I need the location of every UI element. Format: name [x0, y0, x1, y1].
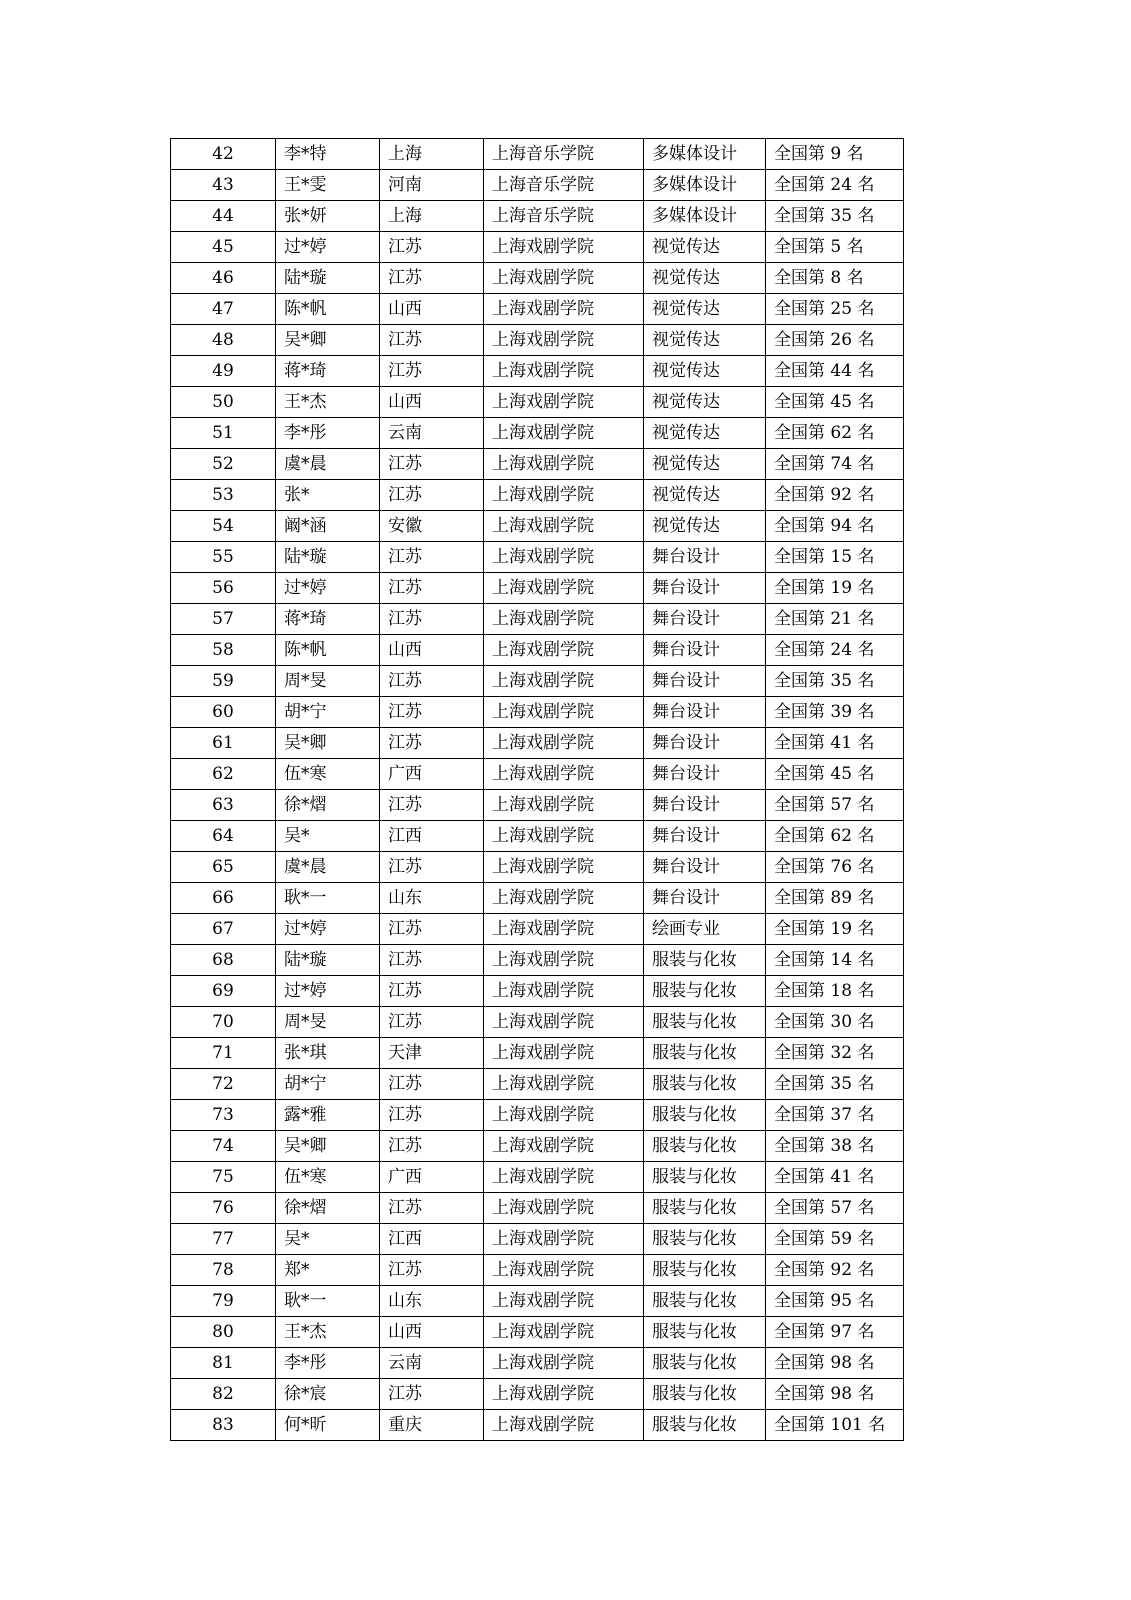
major-cell: 视觉传达 [644, 387, 766, 418]
school-name-cell: 上海戏剧学院 [484, 356, 644, 387]
school-name-cell: 上海戏剧学院 [484, 1379, 644, 1410]
table-row [171, 1069, 904, 1100]
province-cell: 江苏 [380, 1131, 484, 1162]
table-row [171, 604, 904, 635]
table-row [171, 511, 904, 542]
school-name-cell: 上海戏剧学院 [484, 449, 644, 480]
province-cell: 山东 [380, 1286, 484, 1317]
row-number-cell: 69 [171, 976, 276, 1007]
major-cell: 多媒体设计 [644, 139, 766, 170]
table-row [171, 1286, 904, 1317]
school-name-cell: 上海戏剧学院 [484, 1131, 644, 1162]
table-row [171, 976, 904, 1007]
province-cell: 江苏 [380, 852, 484, 883]
student-name-cell: 虞*晨 [276, 449, 380, 480]
row-number-cell: 64 [171, 821, 276, 852]
major-cell: 服装与化妆 [644, 976, 766, 1007]
table-row [171, 666, 904, 697]
school-name-cell: 上海音乐学院 [484, 201, 644, 232]
school-name-cell: 上海音乐学院 [484, 170, 644, 201]
student-name-cell: 徐*熠 [276, 790, 380, 821]
table-row [171, 1410, 904, 1441]
student-name-cell: 吴*卿 [276, 1131, 380, 1162]
school-name-cell: 上海戏剧学院 [484, 821, 644, 852]
school-name-cell: 上海戏剧学院 [484, 1007, 644, 1038]
province-cell: 江苏 [380, 914, 484, 945]
national-rank-cell: 全国第 62 名 [766, 418, 904, 449]
row-number-cell: 63 [171, 790, 276, 821]
school-name-cell: 上海戏剧学院 [484, 1286, 644, 1317]
table-row [171, 480, 904, 511]
province-cell: 江苏 [380, 542, 484, 573]
province-cell: 山西 [380, 635, 484, 666]
province-cell: 广西 [380, 1162, 484, 1193]
row-number-cell: 55 [171, 542, 276, 573]
national-rank-cell: 全国第 32 名 [766, 1038, 904, 1069]
table-row [171, 1193, 904, 1224]
row-number-cell: 80 [171, 1317, 276, 1348]
student-name-cell: 李*彤 [276, 418, 380, 449]
student-name-cell: 耿*一 [276, 1286, 380, 1317]
province-cell: 江苏 [380, 945, 484, 976]
table-row [171, 449, 904, 480]
major-cell: 服装与化妆 [644, 945, 766, 976]
table-row [171, 418, 904, 449]
table-row [171, 1348, 904, 1379]
student-name-cell: 蒋*琦 [276, 356, 380, 387]
row-number-cell: 57 [171, 604, 276, 635]
major-cell: 视觉传达 [644, 325, 766, 356]
row-number-cell: 67 [171, 914, 276, 945]
province-cell: 山东 [380, 883, 484, 914]
table-row [171, 728, 904, 759]
province-cell: 江西 [380, 821, 484, 852]
major-cell: 舞台设计 [644, 542, 766, 573]
national-rank-cell: 全国第 101 名 [766, 1410, 904, 1441]
school-name-cell: 上海戏剧学院 [484, 635, 644, 666]
national-rank-cell: 全国第 92 名 [766, 1255, 904, 1286]
school-name-cell: 上海戏剧学院 [484, 232, 644, 263]
student-name-cell: 徐*宸 [276, 1379, 380, 1410]
major-cell: 绘画专业 [644, 914, 766, 945]
province-cell: 江苏 [380, 666, 484, 697]
national-rank-cell: 全国第 19 名 [766, 573, 904, 604]
row-number-cell: 68 [171, 945, 276, 976]
major-cell: 视觉传达 [644, 356, 766, 387]
national-rank-cell: 全国第 44 名 [766, 356, 904, 387]
major-cell: 服装与化妆 [644, 1069, 766, 1100]
national-rank-cell: 全国第 92 名 [766, 480, 904, 511]
row-number-cell: 49 [171, 356, 276, 387]
school-name-cell: 上海戏剧学院 [484, 573, 644, 604]
student-name-cell: 胡*宁 [276, 1069, 380, 1100]
student-name-cell: 伍*寒 [276, 759, 380, 790]
row-number-cell: 43 [171, 170, 276, 201]
national-rank-cell: 全国第 57 名 [766, 1193, 904, 1224]
table-row [171, 325, 904, 356]
results-table [170, 138, 904, 1441]
major-cell: 服装与化妆 [644, 1131, 766, 1162]
national-rank-cell: 全国第 9 名 [766, 139, 904, 170]
row-number-cell: 58 [171, 635, 276, 666]
major-cell: 视觉传达 [644, 511, 766, 542]
student-name-cell: 王*杰 [276, 1317, 380, 1348]
student-name-cell: 周*旻 [276, 1007, 380, 1038]
table-row [171, 170, 904, 201]
province-cell: 天津 [380, 1038, 484, 1069]
school-name-cell: 上海戏剧学院 [484, 728, 644, 759]
province-cell: 江苏 [380, 790, 484, 821]
student-name-cell: 吴*卿 [276, 728, 380, 759]
school-name-cell: 上海戏剧学院 [484, 1224, 644, 1255]
student-name-cell: 张*妍 [276, 201, 380, 232]
student-name-cell: 王*雯 [276, 170, 380, 201]
row-number-cell: 78 [171, 1255, 276, 1286]
province-cell: 云南 [380, 1348, 484, 1379]
table-row [171, 232, 904, 263]
row-number-cell: 74 [171, 1131, 276, 1162]
province-cell: 江苏 [380, 325, 484, 356]
national-rank-cell: 全国第 8 名 [766, 263, 904, 294]
province-cell: 江苏 [380, 697, 484, 728]
student-name-cell: 陆*璇 [276, 542, 380, 573]
province-cell: 江苏 [380, 976, 484, 1007]
national-rank-cell: 全国第 37 名 [766, 1100, 904, 1131]
student-name-cell: 虞*晨 [276, 852, 380, 883]
table-row [171, 1100, 904, 1131]
national-rank-cell: 全国第 14 名 [766, 945, 904, 976]
student-name-cell: 伍*寒 [276, 1162, 380, 1193]
table-row [171, 356, 904, 387]
province-cell: 江苏 [380, 1069, 484, 1100]
school-name-cell: 上海戏剧学院 [484, 604, 644, 635]
major-cell: 视觉传达 [644, 263, 766, 294]
province-cell: 江苏 [380, 1379, 484, 1410]
national-rank-cell: 全国第 62 名 [766, 821, 904, 852]
table-row [171, 1038, 904, 1069]
national-rank-cell: 全国第 76 名 [766, 852, 904, 883]
table-row [171, 697, 904, 728]
row-number-cell: 75 [171, 1162, 276, 1193]
table-row [171, 759, 904, 790]
row-number-cell: 52 [171, 449, 276, 480]
school-name-cell: 上海戏剧学院 [484, 1255, 644, 1286]
table-row [171, 263, 904, 294]
school-name-cell: 上海戏剧学院 [484, 294, 644, 325]
table-row [171, 1379, 904, 1410]
row-number-cell: 62 [171, 759, 276, 790]
student-name-cell: 陈*帆 [276, 294, 380, 325]
major-cell: 舞台设计 [644, 852, 766, 883]
row-number-cell: 50 [171, 387, 276, 418]
row-number-cell: 59 [171, 666, 276, 697]
major-cell: 服装与化妆 [644, 1162, 766, 1193]
school-name-cell: 上海戏剧学院 [484, 1162, 644, 1193]
national-rank-cell: 全国第 35 名 [766, 666, 904, 697]
school-name-cell: 上海戏剧学院 [484, 387, 644, 418]
major-cell: 多媒体设计 [644, 170, 766, 201]
table-row [171, 387, 904, 418]
student-name-cell: 张*琪 [276, 1038, 380, 1069]
national-rank-cell: 全国第 45 名 [766, 759, 904, 790]
national-rank-cell: 全国第 57 名 [766, 790, 904, 821]
student-name-cell: 蒋*琦 [276, 604, 380, 635]
table-row [171, 1255, 904, 1286]
school-name-cell: 上海戏剧学院 [484, 480, 644, 511]
national-rank-cell: 全国第 39 名 [766, 697, 904, 728]
major-cell: 服装与化妆 [644, 1317, 766, 1348]
school-name-cell: 上海音乐学院 [484, 139, 644, 170]
major-cell: 服装与化妆 [644, 1379, 766, 1410]
school-name-cell: 上海戏剧学院 [484, 976, 644, 1007]
row-number-cell: 42 [171, 139, 276, 170]
school-name-cell: 上海戏剧学院 [484, 666, 644, 697]
province-cell: 江苏 [380, 232, 484, 263]
national-rank-cell: 全国第 35 名 [766, 1069, 904, 1100]
row-number-cell: 44 [171, 201, 276, 232]
row-number-cell: 51 [171, 418, 276, 449]
province-cell: 江苏 [380, 356, 484, 387]
major-cell: 舞台设计 [644, 635, 766, 666]
province-cell: 江苏 [380, 1255, 484, 1286]
school-name-cell: 上海戏剧学院 [484, 852, 644, 883]
major-cell: 服装与化妆 [644, 1410, 766, 1441]
row-number-cell: 77 [171, 1224, 276, 1255]
national-rank-cell: 全国第 38 名 [766, 1131, 904, 1162]
province-cell: 江苏 [380, 1193, 484, 1224]
national-rank-cell: 全国第 21 名 [766, 604, 904, 635]
row-number-cell: 65 [171, 852, 276, 883]
national-rank-cell: 全国第 24 名 [766, 170, 904, 201]
table-row [171, 883, 904, 914]
province-cell: 江苏 [380, 728, 484, 759]
school-name-cell: 上海戏剧学院 [484, 883, 644, 914]
province-cell: 江西 [380, 1224, 484, 1255]
province-cell: 山西 [380, 387, 484, 418]
national-rank-cell: 全国第 24 名 [766, 635, 904, 666]
student-name-cell: 陆*璇 [276, 945, 380, 976]
student-name-cell: 过*婷 [276, 914, 380, 945]
table-row [171, 201, 904, 232]
major-cell: 舞台设计 [644, 821, 766, 852]
row-number-cell: 72 [171, 1069, 276, 1100]
student-name-cell: 陆*璇 [276, 263, 380, 294]
student-name-cell: 阚*涵 [276, 511, 380, 542]
national-rank-cell: 全国第 95 名 [766, 1286, 904, 1317]
student-name-cell: 张* [276, 480, 380, 511]
table-row [171, 1224, 904, 1255]
school-name-cell: 上海戏剧学院 [484, 511, 644, 542]
major-cell: 服装与化妆 [644, 1224, 766, 1255]
student-name-cell: 周*旻 [276, 666, 380, 697]
student-name-cell: 吴* [276, 1224, 380, 1255]
province-cell: 山西 [380, 294, 484, 325]
national-rank-cell: 全国第 15 名 [766, 542, 904, 573]
row-number-cell: 53 [171, 480, 276, 511]
row-number-cell: 70 [171, 1007, 276, 1038]
province-cell: 安徽 [380, 511, 484, 542]
student-name-cell: 过*婷 [276, 232, 380, 263]
national-rank-cell: 全国第 41 名 [766, 1162, 904, 1193]
province-cell: 上海 [380, 139, 484, 170]
table-row [171, 821, 904, 852]
table-row [171, 914, 904, 945]
school-name-cell: 上海戏剧学院 [484, 1317, 644, 1348]
national-rank-cell: 全国第 26 名 [766, 325, 904, 356]
major-cell: 服装与化妆 [644, 1286, 766, 1317]
school-name-cell: 上海戏剧学院 [484, 542, 644, 573]
row-number-cell: 47 [171, 294, 276, 325]
major-cell: 舞台设计 [644, 790, 766, 821]
student-name-cell: 吴* [276, 821, 380, 852]
table-row [171, 573, 904, 604]
major-cell: 视觉传达 [644, 418, 766, 449]
school-name-cell: 上海戏剧学院 [484, 697, 644, 728]
student-name-cell: 露*雅 [276, 1100, 380, 1131]
school-name-cell: 上海戏剧学院 [484, 1410, 644, 1441]
major-cell: 视觉传达 [644, 294, 766, 325]
student-name-cell: 李*特 [276, 139, 380, 170]
student-name-cell: 过*婷 [276, 573, 380, 604]
school-name-cell: 上海戏剧学院 [484, 325, 644, 356]
province-cell: 江苏 [380, 1100, 484, 1131]
table-row [171, 1162, 904, 1193]
province-cell: 上海 [380, 201, 484, 232]
national-rank-cell: 全国第 41 名 [766, 728, 904, 759]
table-row [171, 852, 904, 883]
row-number-cell: 83 [171, 1410, 276, 1441]
province-cell: 江苏 [380, 1007, 484, 1038]
national-rank-cell: 全国第 30 名 [766, 1007, 904, 1038]
table-row [171, 945, 904, 976]
row-number-cell: 71 [171, 1038, 276, 1069]
major-cell: 服装与化妆 [644, 1007, 766, 1038]
major-cell: 服装与化妆 [644, 1100, 766, 1131]
national-rank-cell: 全国第 98 名 [766, 1348, 904, 1379]
national-rank-cell: 全国第 35 名 [766, 201, 904, 232]
school-name-cell: 上海戏剧学院 [484, 1348, 644, 1379]
row-number-cell: 79 [171, 1286, 276, 1317]
national-rank-cell: 全国第 98 名 [766, 1379, 904, 1410]
school-name-cell: 上海戏剧学院 [484, 759, 644, 790]
national-rank-cell: 全国第 97 名 [766, 1317, 904, 1348]
major-cell: 服装与化妆 [644, 1255, 766, 1286]
national-rank-cell: 全国第 59 名 [766, 1224, 904, 1255]
student-name-cell: 郑* [276, 1255, 380, 1286]
major-cell: 服装与化妆 [644, 1193, 766, 1224]
student-name-cell: 胡*宁 [276, 697, 380, 728]
province-cell: 广西 [380, 759, 484, 790]
school-name-cell: 上海戏剧学院 [484, 1038, 644, 1069]
province-cell: 江苏 [380, 449, 484, 480]
national-rank-cell: 全国第 19 名 [766, 914, 904, 945]
table-row [171, 294, 904, 325]
row-number-cell: 73 [171, 1100, 276, 1131]
national-rank-cell: 全国第 74 名 [766, 449, 904, 480]
province-cell: 江苏 [380, 263, 484, 294]
province-cell: 江苏 [380, 480, 484, 511]
province-cell: 云南 [380, 418, 484, 449]
major-cell: 舞台设计 [644, 666, 766, 697]
table-row [171, 790, 904, 821]
province-cell: 河南 [380, 170, 484, 201]
major-cell: 视觉传达 [644, 449, 766, 480]
major-cell: 舞台设计 [644, 604, 766, 635]
national-rank-cell: 全国第 25 名 [766, 294, 904, 325]
school-name-cell: 上海戏剧学院 [484, 790, 644, 821]
school-name-cell: 上海戏剧学院 [484, 1193, 644, 1224]
major-cell: 服装与化妆 [644, 1348, 766, 1379]
student-name-cell: 王*杰 [276, 387, 380, 418]
national-rank-cell: 全国第 94 名 [766, 511, 904, 542]
student-name-cell: 吴*卿 [276, 325, 380, 356]
row-number-cell: 48 [171, 325, 276, 356]
major-cell: 视觉传达 [644, 232, 766, 263]
row-number-cell: 56 [171, 573, 276, 604]
major-cell: 舞台设计 [644, 759, 766, 790]
row-number-cell: 60 [171, 697, 276, 728]
province-cell: 山西 [380, 1317, 484, 1348]
national-rank-cell: 全国第 18 名 [766, 976, 904, 1007]
school-name-cell: 上海戏剧学院 [484, 263, 644, 294]
major-cell: 舞台设计 [644, 883, 766, 914]
student-name-cell: 徐*熠 [276, 1193, 380, 1224]
row-number-cell: 82 [171, 1379, 276, 1410]
province-cell: 江苏 [380, 573, 484, 604]
school-name-cell: 上海戏剧学院 [484, 945, 644, 976]
table-row [171, 635, 904, 666]
table-row [171, 139, 904, 170]
student-name-cell: 李*彤 [276, 1348, 380, 1379]
table-row [171, 542, 904, 573]
national-rank-cell: 全国第 45 名 [766, 387, 904, 418]
row-number-cell: 81 [171, 1348, 276, 1379]
row-number-cell: 61 [171, 728, 276, 759]
major-cell: 舞台设计 [644, 573, 766, 604]
major-cell: 视觉传达 [644, 480, 766, 511]
school-name-cell: 上海戏剧学院 [484, 418, 644, 449]
school-name-cell: 上海戏剧学院 [484, 1100, 644, 1131]
province-cell: 重庆 [380, 1410, 484, 1441]
student-name-cell: 何*昕 [276, 1410, 380, 1441]
national-rank-cell: 全国第 89 名 [766, 883, 904, 914]
major-cell: 舞台设计 [644, 728, 766, 759]
row-number-cell: 46 [171, 263, 276, 294]
results-table-body [171, 139, 904, 1441]
table-row [171, 1131, 904, 1162]
row-number-cell: 76 [171, 1193, 276, 1224]
major-cell: 舞台设计 [644, 697, 766, 728]
school-name-cell: 上海戏剧学院 [484, 1069, 644, 1100]
province-cell: 江苏 [380, 604, 484, 635]
student-name-cell: 陈*帆 [276, 635, 380, 666]
row-number-cell: 54 [171, 511, 276, 542]
major-cell: 多媒体设计 [644, 201, 766, 232]
national-rank-cell: 全国第 5 名 [766, 232, 904, 263]
student-name-cell: 过*婷 [276, 976, 380, 1007]
table-row [171, 1007, 904, 1038]
student-name-cell: 耿*一 [276, 883, 380, 914]
school-name-cell: 上海戏剧学院 [484, 914, 644, 945]
row-number-cell: 66 [171, 883, 276, 914]
row-number-cell: 45 [171, 232, 276, 263]
major-cell: 服装与化妆 [644, 1038, 766, 1069]
table-row [171, 1317, 904, 1348]
